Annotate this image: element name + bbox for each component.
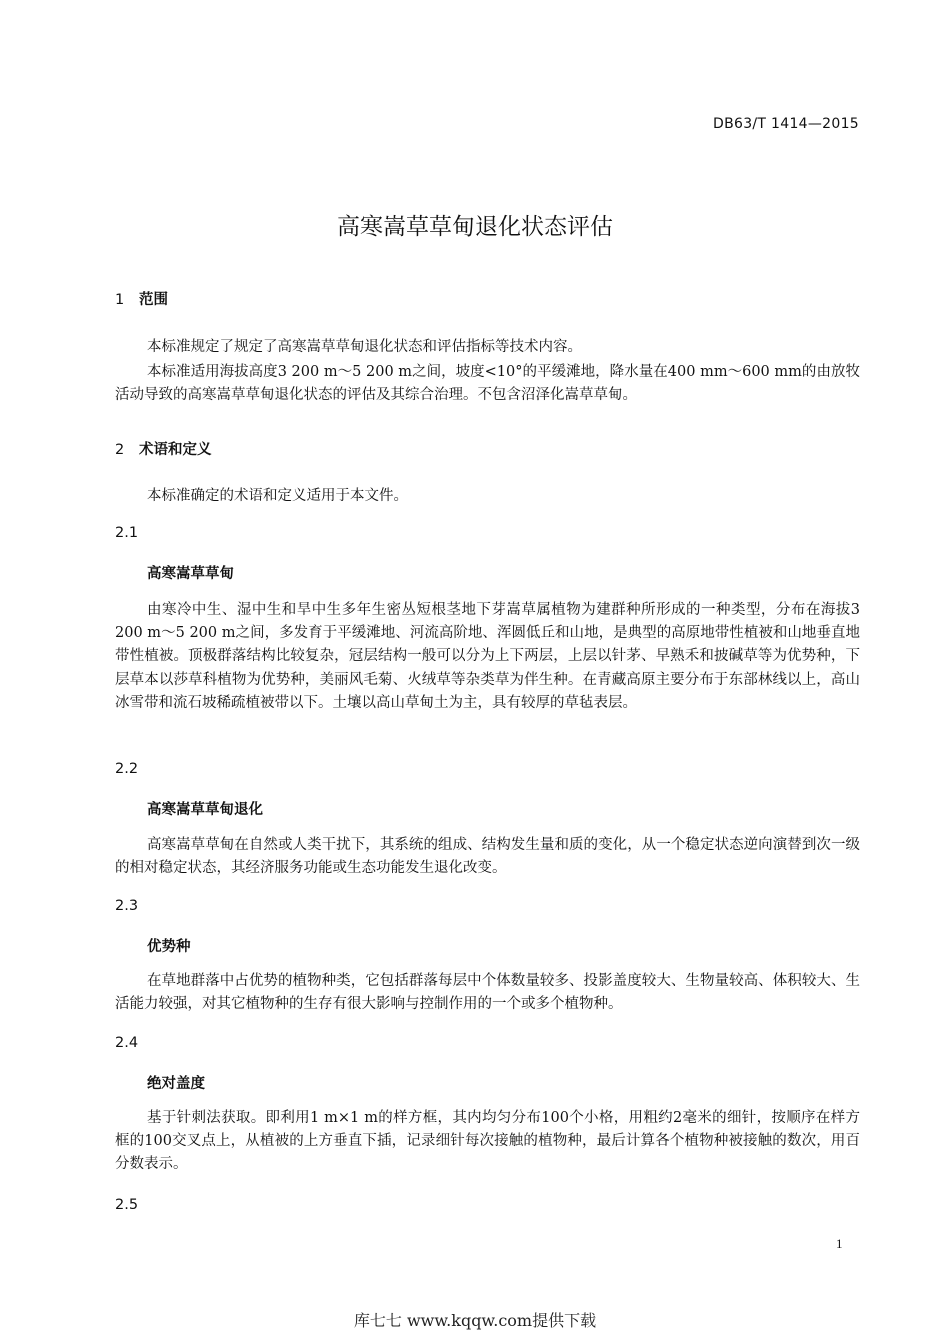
term-number: 2.1 [115,525,139,541]
paragraph: 本标准规定了规定了高寒嵩草草甸退化状态和评估指标等技术内容。 [147,339,582,355]
term-definition: 在草地群落中占优势的植物种类，它包括群落每层中个体数量较多、投影盖度较大、生物量较高、体积较大、生活能力较强，对其它植物种的生存有很大影响与控制作用的一个或多个植物种。 [115,973,860,1013]
term-definition: 基于针刺法获取。即利用1 m×1 m的样方框，其内均匀分布100个小格，用粗约2毫米的细针，按顺序在样方框的100交叉点上，从植被的上方垂直下插，记录细针每次接触的植物种，最后计算各个植物种被接触的数次，用百分数表示。 [115,1110,860,1173]
term-title: 优势种 [147,939,191,955]
paragraph: 本标准确定的术语和定义适用于本文件。 [147,488,408,504]
paragraph: 本标准适用海拔高度3 200 m～5 200 m之间，坡度<10°的平缓滩地，降水量在400 mm～600 mm的由放牧活动导致的高寒嵩草草甸退化状态的评估及其综合治理。不包含沼泽化嵩草草甸。 [115,364,860,404]
section-title: 术语和定义 [139,442,212,458]
document-title: 高寒嵩草草甸退化状态评估 [337,214,613,240]
section-heading-2 [115,438,212,459]
term-definition: 高寒嵩草草甸在自然或人类干扰下，其系统的组成、结构发生量和质的变化，从一个稳定状态逆向演替到次一级的相对稳定状态，其经济服务功能或生态功能发生退化改变。 [115,837,860,877]
standard-code: DB63/T 1414—2015 [713,116,859,132]
term-number: 2.5 [115,1197,139,1213]
term-definition: 由寒冷中生、湿中生和旱中生多年生密丛短根茎地下芽嵩草属植物为建群种所形成的一种类型，分布在海拔3 200 m～5 200 m之间，多发育于平缓滩地、河流高阶地、浑圆低丘和山地，是典型的高原地带性植被和山地垂直地带性植被。顶极群落结构比较复杂，冠层结构一般可以分为上下两层，上层以针茅、早熟禾和披碱草等为优势种，下层草本以莎草科植物为优势种，美丽风毛菊、火绒草等杂类草为伴生种。在青藏高原主要分布于东部林线以上，高山冰雪带和流石坡稀疏植被带以下。土壤以高山草甸土为主，具有较厚的草毡表层。 [115,602,860,711]
term-title: 绝对盖度 [147,1076,205,1092]
download-footer-note: 库七七 www.kqqw.com提供下载 [353,1311,597,1330]
section-number: 2 [115,442,125,458]
section-title: 范围 [139,292,168,308]
term-title: 高寒嵩草草甸退化 [147,802,263,818]
term-title: 高寒嵩草草甸 [147,566,234,582]
page-number: 1 [836,1236,843,1251]
section-heading-1 [115,288,168,309]
term-number: 2.3 [115,898,139,914]
term-number: 2.4 [115,1035,139,1051]
section-number: 1 [115,292,125,308]
term-number: 2.2 [115,761,139,777]
